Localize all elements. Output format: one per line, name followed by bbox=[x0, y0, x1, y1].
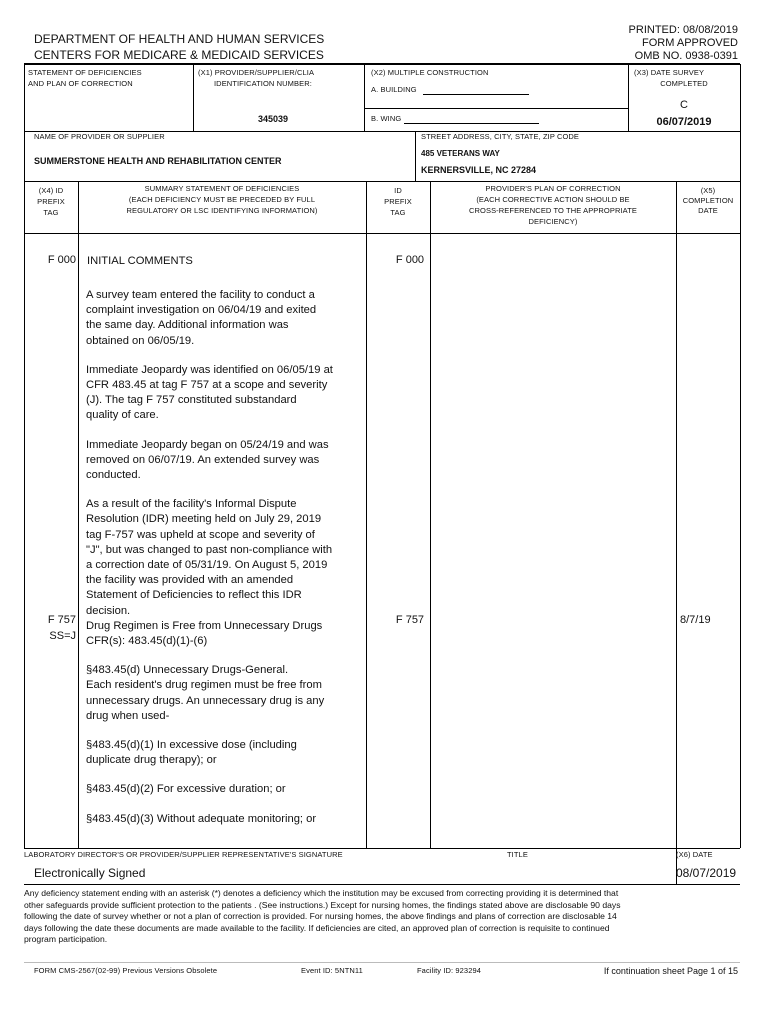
x5-header-3: DATE bbox=[698, 206, 718, 215]
id-header-3: TAG bbox=[390, 208, 406, 217]
x4-header-2: PREFIX bbox=[37, 197, 65, 206]
address-label: STREET ADDRESS, CITY, STATE, ZIP CODE bbox=[421, 132, 580, 141]
column-line bbox=[676, 181, 677, 848]
x4-header: (X4) ID bbox=[38, 186, 64, 195]
deficiency-text bbox=[86, 288, 364, 841]
agency-title: CENTERS FOR MEDICARE & MEDICAID SERVICES bbox=[34, 48, 324, 62]
initial-comments-heading: INITIAL COMMENTS bbox=[87, 255, 193, 267]
x5-header: (X5) bbox=[700, 186, 716, 195]
paragraph: §483.45(d)(3) Without adequate monitoring; or bbox=[86, 812, 317, 825]
id-header: ID bbox=[394, 186, 402, 195]
footer-rule bbox=[24, 962, 740, 963]
printed-date: PRINTED: 08/08/2019 bbox=[628, 24, 738, 36]
disclaimer: Any deficiency statement ending with an asterisk (*) denotes a deficiency which the institution may be excused from correcting providing it is determined that other safeguards provide sufficient protection to the patients . (See instructions.) Except for nursing homes, the findings stated above are disclosable 90 days following the date of survey whether or not a plan of correction is provided. For nursing homes, the above findings and plans of correction are disclosable 14 days following the date these documents are made available to the facility. If deficiencies are cited, an approved plan of correction is requisite to continued program participation. bbox=[24, 888, 621, 945]
summary-header-2: (EACH DEFICIENCY MUST BE PRECEDED BY FULL bbox=[128, 195, 316, 204]
plan-header-4: DEFICIENCY) bbox=[528, 217, 578, 226]
form-approved: FORM APPROVED bbox=[642, 37, 738, 49]
column-line bbox=[366, 181, 367, 848]
department-title: DEPARTMENT OF HEALTH AND HUMAN SERVICES bbox=[34, 32, 325, 46]
wing-field bbox=[404, 123, 539, 124]
x5-header-2: COMPLETION bbox=[682, 196, 734, 205]
statement-label: STATEMENT OF DEFICIENCIES bbox=[28, 68, 142, 77]
street-address: 485 VETERANS WAY bbox=[421, 149, 500, 158]
event-id: Event ID: 5NTN11 bbox=[301, 966, 363, 975]
signature-label: LABORATORY DIRECTOR'S OR PROVIDER/SUPPLIER REPRESENTATIVE'S SIGNATURE bbox=[24, 850, 343, 859]
divider bbox=[24, 848, 740, 849]
paragraph: Immediate Jeopardy was identified on 06/05/19 at CFR 483.45 at tag F 757 at a scope and severity (J). The tag F 757 constituted substandard quality of care. bbox=[86, 363, 333, 422]
provider-name: SUMMERSTONE HEALTH AND REHABILITATION CENTER bbox=[34, 156, 282, 166]
divider bbox=[415, 131, 416, 182]
id-header-2: PREFIX bbox=[384, 197, 412, 206]
omb-number: OMB NO. 0938-0391 bbox=[634, 50, 738, 62]
paragraph: A survey team entered the facility to conduct a complaint investigation on 06/04/19 and exited the same day. Additional information was obtained on 06/05/19. bbox=[86, 289, 317, 347]
tag-f000-left: F 000 bbox=[47, 254, 76, 266]
wing-label: B. WING bbox=[371, 114, 402, 123]
paragraph: §483.45(d)(1) In excessive dose (including duplicate drug therapy); or bbox=[86, 739, 297, 767]
severity-code: SS=J bbox=[49, 630, 76, 642]
summary-header: SUMMARY STATEMENT OF DEFICIENCIES bbox=[144, 184, 300, 193]
column-line bbox=[78, 181, 79, 848]
plan-header-2: (EACH CORRECTIVE ACTION SHOULD BE bbox=[476, 195, 630, 204]
x3-label: (X3) DATE SURVEY bbox=[634, 68, 705, 77]
x1-label-2: IDENTIFICATION NUMBER: bbox=[214, 79, 312, 88]
provider-id-number: 345039 bbox=[258, 114, 289, 124]
title-label: TITLE bbox=[507, 850, 528, 859]
date-label: (X6) DATE bbox=[676, 850, 713, 859]
form-number: FORM CMS-2567(02-99) Previous Versions Obsolete bbox=[34, 966, 218, 975]
top-rule bbox=[24, 63, 740, 65]
tag-f757-left: F 757 bbox=[47, 614, 76, 626]
facility-id: Facility ID: 923294 bbox=[417, 966, 482, 975]
plan-header-3: CROSS-REFERENCED TO THE APPROPRIATE bbox=[469, 206, 637, 215]
page-indicator: If continuation sheet Page 1 of 15 bbox=[603, 966, 738, 976]
signature-date: 08/07/2019 bbox=[676, 866, 737, 880]
divider bbox=[193, 64, 194, 131]
paragraph: §483.45(d) Unnecessary Drugs-General. Each resident's drug regimen must be free from unnecessary drugs. An unnecessary drug is any drug when used- bbox=[86, 664, 325, 722]
x4-header-3: TAG bbox=[43, 208, 59, 217]
divider bbox=[24, 233, 740, 234]
divider bbox=[24, 181, 740, 182]
survey-type-code: C bbox=[680, 99, 688, 111]
summary-header-3: REGULATORY OR LSC IDENTIFYING INFORMATION) bbox=[126, 206, 318, 215]
completion-date: 8/7/19 bbox=[680, 614, 711, 626]
building-field bbox=[423, 94, 529, 95]
paragraph: §483.45(d)(2) For excessive duration; or bbox=[86, 783, 286, 796]
border-left bbox=[24, 64, 25, 848]
divider bbox=[364, 108, 628, 109]
plan-header: PROVIDER'S PLAN OF CORRECTION bbox=[485, 184, 621, 193]
city-state-zip: KERNERSVILLE, NC 27284 bbox=[421, 165, 537, 175]
x2-label: (X2) MULTIPLE CONSTRUCTION bbox=[371, 68, 489, 77]
f757-title: Drug Regimen is Free from Unnecessary Drugs CFR(s): 483.45(d)(1)-(6) bbox=[86, 619, 323, 648]
paragraph: Immediate Jeopardy began on 05/24/19 and was removed on 06/07/19. An extended survey was conducted. bbox=[86, 438, 329, 482]
divider bbox=[364, 64, 365, 131]
survey-completed-date: 06/07/2019 bbox=[656, 116, 712, 128]
tag-f000-right: F 000 bbox=[395, 254, 425, 266]
border-right bbox=[740, 64, 741, 848]
paragraph: As a result of the facility's Informal Dispute Resolution (IDR) meeting held on July 29, 2019 tag F-757 was upheld at scope and severity of "J", but was changed to past non-compliance with a correction date of 05/31/19. On August 5, 2019 the facility was provided with an amended Statement of Deficiencies to reflect this IDR decision. bbox=[86, 498, 333, 617]
provider-name-label: NAME OF PROVIDER OR SUPPLIER bbox=[34, 132, 165, 141]
divider bbox=[24, 884, 740, 885]
tag-f757-right: F 757 bbox=[395, 614, 425, 626]
building-label: A. BUILDING bbox=[371, 85, 417, 94]
signature-value: Electronically Signed bbox=[34, 866, 146, 880]
statement-label-2: AND PLAN OF CORRECTION bbox=[28, 79, 133, 88]
x1-label: (X1) PROVIDER/SUPPLIER/CLIA bbox=[198, 68, 315, 77]
x3-label-2: COMPLETED bbox=[660, 79, 708, 88]
column-line bbox=[430, 181, 431, 848]
